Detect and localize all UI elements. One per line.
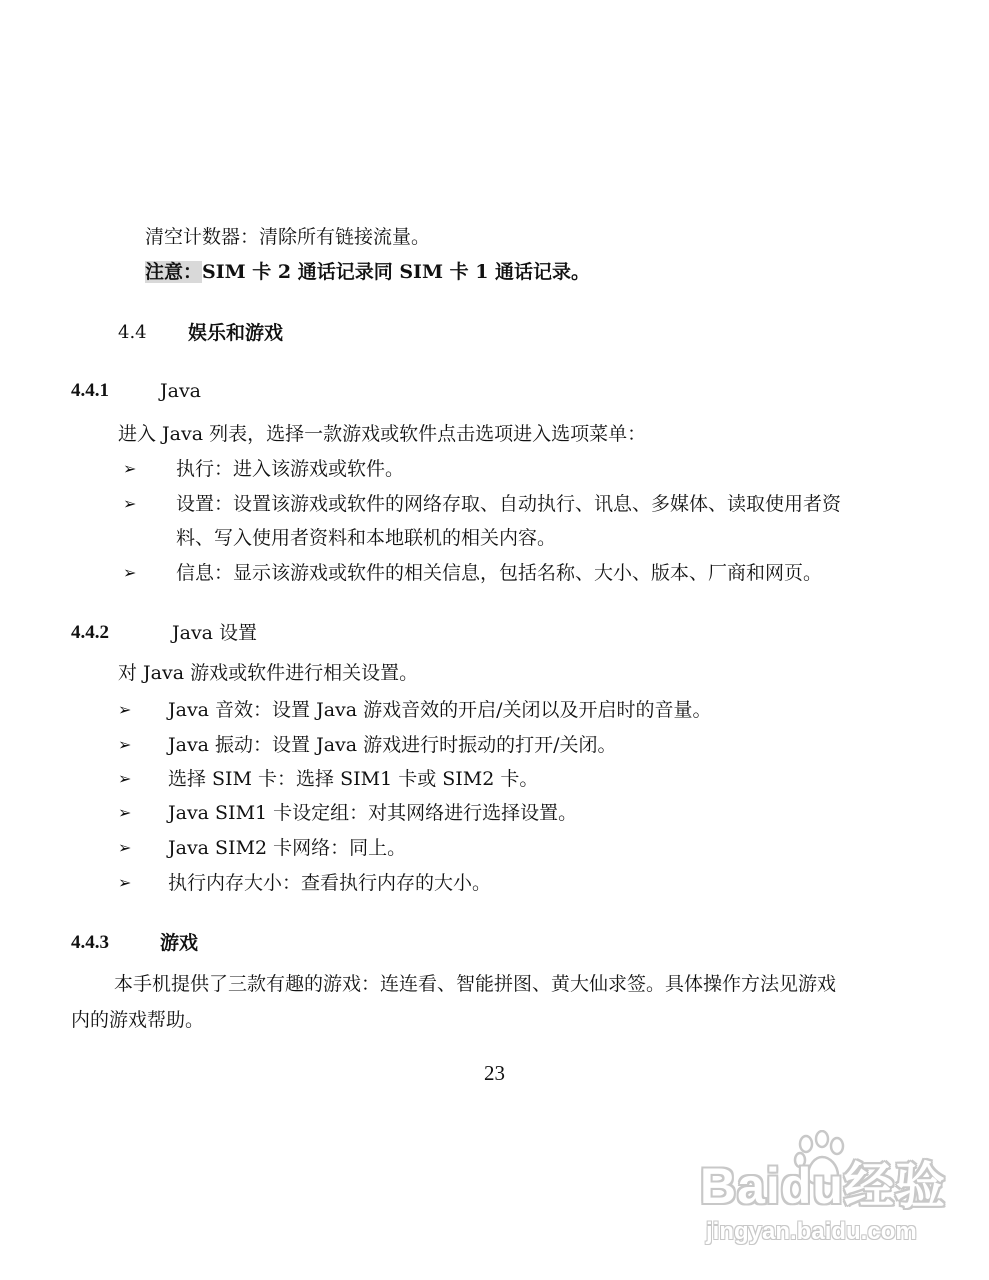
section-number-4-4-2: 4.4.2 (71, 622, 109, 643)
java-intro: 进入 Java 列表，选择一款游戏或软件点击选项进入选项菜单： (118, 423, 647, 445)
list-item: 信息：显示该游戏或软件的相关信息，包括名称、大小、版本、厂商和网页。 (176, 562, 823, 584)
games-body-line-1: 本手机提供了三款有趣的游戏：连连看、智能拼图、黄大仙求签。具体操作方法见游戏 (114, 973, 837, 995)
bullet-arrow-icon: ➢ (123, 563, 137, 582)
bullet-arrow-icon: ➢ (118, 873, 132, 892)
clear-counter-line: 清空计数器：清除所有链接流量。 (145, 226, 431, 248)
list-item: 执行：进入该游戏或软件。 (176, 458, 405, 480)
note-line (145, 259, 590, 285)
note-label: 注意： (145, 261, 203, 283)
bullet-arrow-icon: ➢ (123, 459, 137, 478)
bullet-arrow-icon: ➢ (118, 803, 132, 822)
list-item: Java SIM2 卡网络：同上。 (168, 837, 407, 859)
section-number-4-4-3: 4.4.3 (71, 932, 109, 953)
section-title-4-4: 娱乐和游戏 (188, 322, 284, 344)
bullet-arrow-icon: ➢ (118, 769, 132, 788)
java-settings-intro: 对 Java 游戏或软件进行相关设置。 (118, 662, 419, 684)
list-item: Java SIM1 卡设定组：对其网络进行选择设置。 (168, 802, 578, 824)
list-item: 设置：设置该游戏或软件的网络存取、自动执行、讯息、多媒体、读取使用者资 (176, 493, 842, 515)
list-item-continuation: 料、写入使用者资料和本地联机的相关内容。 (176, 527, 557, 549)
bullet-arrow-icon: ➢ (118, 838, 132, 857)
list-item: 选择 SIM 卡：选择 SIM1 卡或 SIM2 卡。 (168, 768, 539, 790)
section-title-4-4-3: 游戏 (160, 932, 199, 954)
watermark-url: jingyan.baidu.com (706, 1218, 917, 1245)
watermark-logo: Baidu经验 (700, 1158, 946, 1214)
section-title-4-4-2: Java 设置 (172, 622, 258, 644)
section-number-4-4: 4.4 (118, 322, 147, 343)
section-title-4-4-1: Java (160, 380, 202, 402)
section-number-4-4-1: 4.4.1 (71, 380, 109, 401)
list-item: 执行内存大小：查看执行内存的大小。 (168, 872, 492, 894)
bullet-arrow-icon: ➢ (118, 735, 132, 754)
games-body-line-2: 内的游戏帮助。 (71, 1009, 205, 1031)
list-item: Java 振动：设置 Java 游戏进行时振动的打开/关闭。 (168, 734, 617, 756)
note-text: SIM 卡 2 通话记录同 SIM 卡 1 通话记录。 (202, 261, 591, 283)
bullet-arrow-icon: ➢ (123, 494, 137, 513)
page-number: 23 (484, 1061, 505, 1085)
list-item: Java 音效：设置 Java 游戏音效的开启/关闭以及开启时的音量。 (168, 699, 712, 721)
bullet-arrow-icon: ➢ (118, 700, 132, 719)
